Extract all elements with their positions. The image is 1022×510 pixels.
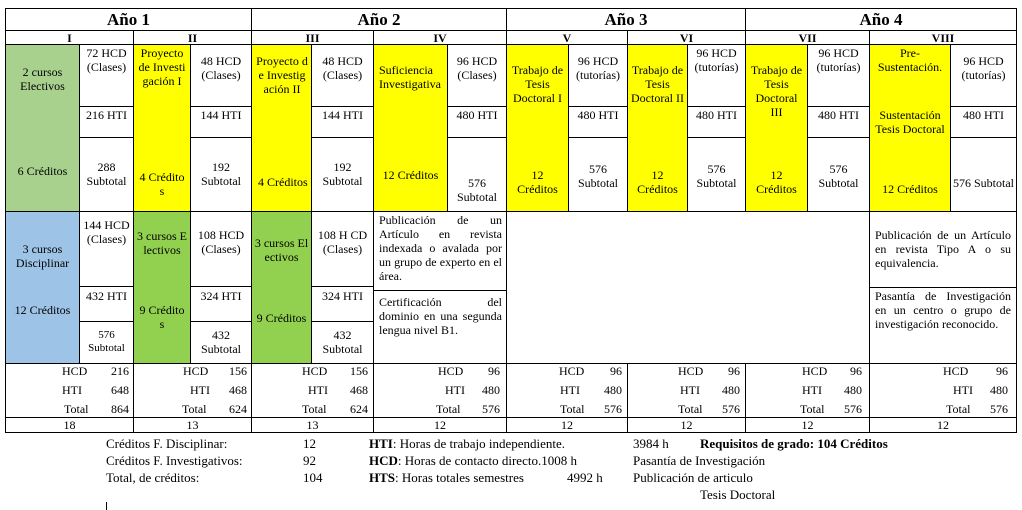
sum-label-total: Total	[946, 402, 971, 416]
hti-value: 324 HTI	[200, 289, 242, 303]
course-credits: 12 Créditos	[382, 168, 439, 182]
course-name: 2 cursos Electivos	[20, 65, 65, 93]
sum-label-hti: HTI	[680, 383, 700, 397]
requirement-text: Pasantía de Investigación en un centro o grupo de investigación reconocido.	[875, 289, 1011, 331]
hours-hcd	[311, 211, 374, 287]
hours-hti	[447, 106, 507, 138]
sum-label-hti: HTI	[560, 383, 580, 397]
credits-total-label: Total, de créditos:	[106, 470, 200, 485]
requirement-item: Publicación de articulo	[633, 470, 753, 485]
course-name: 3 cursos Electivos	[254, 236, 309, 264]
hcd-value: 96 HCD (tutorías)	[694, 46, 739, 74]
course-name: Proyecto de Investigación II	[256, 54, 308, 96]
hcd-value: 48 HCD (Clases)	[200, 54, 242, 82]
hours-hcd	[568, 44, 628, 107]
hours-subtotal	[568, 137, 628, 212]
hours-hcd	[79, 211, 134, 287]
semester-header: V	[506, 30, 628, 45]
year-header: Año 2	[251, 8, 507, 31]
credits-total-value: 104	[303, 470, 323, 485]
text-cursor	[106, 502, 107, 510]
sum-label-hcd: HCD	[678, 364, 704, 378]
sum-total: 624	[350, 402, 368, 416]
requirements-title: Requisitos de grado: 104 Créditos	[700, 436, 888, 451]
course-credits: 12 Créditos	[882, 182, 938, 196]
sum-label-total: Total	[64, 402, 89, 416]
hours-hti	[311, 106, 374, 138]
hti-value: 480 HTI	[696, 108, 737, 122]
semester-header: VI	[627, 30, 746, 45]
sum-label-hcd: HCD	[302, 364, 328, 378]
subtotal-value: 576 Subtotal	[456, 176, 497, 204]
hcd-value: 96 HCD (tutorías)	[816, 46, 861, 74]
requirement-item: Tesis Doctoral	[700, 487, 776, 502]
hours-hcd	[447, 44, 507, 107]
hours-subtotal	[447, 137, 507, 212]
course-name: Pre-Sustentación.	[877, 46, 943, 74]
course-block-disciplinar	[5, 211, 80, 364]
sum-total: 864	[111, 402, 129, 416]
hours-hti	[687, 106, 746, 138]
sum-hti: 480	[990, 383, 1008, 397]
hti-value: 324 HTI	[322, 289, 363, 303]
sum-hti: 480	[844, 383, 862, 397]
subtotal-value: 192 Subtotal	[322, 160, 363, 188]
hcd-value: 96 HCD (tutorías)	[961, 54, 1006, 82]
sum-hcd: 96	[610, 364, 622, 378]
course-block-electivos-2	[133, 211, 191, 364]
course-credits: 4 Créditos	[258, 175, 308, 189]
sum-label-total: Total	[560, 402, 585, 416]
requirement-pasantia	[869, 287, 1017, 364]
sum-hcd: 156	[229, 364, 247, 378]
sum-label-hti: HTI	[62, 383, 82, 397]
credits-cell: 12	[506, 417, 628, 433]
hours-subtotal	[687, 137, 746, 212]
hours-hcd	[190, 211, 252, 287]
sum-hti: 648	[111, 383, 129, 397]
hours-hti	[79, 286, 134, 322]
sum-total: 624	[229, 402, 247, 416]
course-credits: 12 Créditos	[756, 168, 797, 196]
course-credits: 6 Créditos	[17, 164, 68, 178]
hcd-value: 72 HCD (Clases)	[86, 46, 127, 74]
hours-hcd	[311, 44, 374, 107]
semester-header: II	[133, 30, 252, 45]
hours-hti	[79, 106, 134, 138]
hours-hti	[190, 106, 252, 138]
semester-header: VIII	[869, 30, 1017, 45]
credits-cell: 13	[133, 417, 252, 433]
sum-total: 576	[482, 402, 500, 416]
sum-hti: 480	[722, 383, 740, 397]
credits-disciplinar-value: 12	[303, 436, 316, 451]
year-header: Año 1	[5, 8, 252, 31]
sum-hti: 468	[229, 383, 247, 397]
sum-label-hcd: HCD	[802, 364, 828, 378]
hours-hcd	[190, 44, 252, 107]
credits-cell: 13	[251, 417, 374, 433]
sum-label-hti: HTI	[953, 383, 973, 397]
hcd-value: 96 HCD (tutorías)	[576, 54, 620, 82]
course-name: Trabajo de Tesis Doctoral III	[750, 63, 803, 119]
course-credits: 4 Créditos	[139, 170, 185, 198]
hcd-value: 96 HCD (Clases)	[456, 54, 498, 82]
hours-subtotal	[190, 321, 252, 364]
year-header: Año 4	[745, 8, 1017, 31]
sum-label-hcd: HCD	[62, 364, 88, 378]
sum-hti: 480	[604, 383, 622, 397]
course-block-electivos-3	[251, 211, 312, 364]
hours-hti	[190, 286, 252, 322]
empty-block	[506, 211, 870, 364]
credits-cell: 18	[5, 417, 134, 433]
hti-value: 432 HTI	[86, 289, 127, 303]
hours-hti	[311, 286, 374, 322]
hti-value: 480 HTI	[577, 108, 619, 122]
credits-cell: 12	[745, 417, 870, 433]
sum-label-hcd: HCD	[559, 364, 585, 378]
hours-hcd	[807, 44, 870, 107]
hti-value: 144 HTI	[200, 108, 242, 122]
hours-hti	[807, 106, 870, 138]
legend-hti-value: 3984 h	[633, 436, 669, 451]
legend-hts-value: 4992 h	[567, 470, 603, 485]
sum-hcd: 96	[728, 364, 740, 378]
subtotal-value: 576 Subtotal	[88, 329, 125, 354]
subtotal-value: 576 Subtotal	[818, 162, 859, 190]
subtotal-value: 576 Subtotal	[696, 162, 737, 190]
hours-hti	[568, 106, 628, 138]
requirement-text: Certificación del dominio en una segunda lengua nivel B1.	[379, 295, 502, 337]
sum-hti: 480	[482, 383, 500, 397]
sum-label-total: Total	[436, 402, 461, 416]
requirement-publicacion-a	[869, 211, 1017, 288]
hti-value: 480 HTI	[963, 108, 1004, 122]
credits-cell: 12	[627, 417, 746, 433]
sum-total: 576	[990, 402, 1008, 416]
sum-total: 576	[604, 402, 622, 416]
credits-cell: 12	[869, 417, 1017, 433]
semester-header: III	[251, 30, 374, 45]
sum-label-total: Total	[800, 402, 825, 416]
requirement-certificacion	[373, 290, 507, 364]
course-credits: 12 Créditos	[517, 168, 558, 196]
course-name: 3 cursos Disciplinar	[15, 242, 70, 270]
sum-hcd: 216	[111, 364, 129, 378]
hours-hti	[950, 106, 1017, 138]
course-block-tesis-1	[506, 44, 569, 212]
course-credits: 9 Créditos	[139, 303, 185, 331]
course-name: 3 cursos Electivos	[137, 229, 187, 257]
course-block-suficiencia	[373, 44, 448, 212]
sum-total: 576	[844, 402, 862, 416]
hti-value: 480 HTI	[818, 108, 859, 122]
credits-investigativos-value: 92	[303, 453, 316, 468]
sum-label-hti: HTI	[802, 383, 822, 397]
course-block-tesis-3	[745, 44, 808, 212]
sum-label-hti: HTI	[445, 383, 465, 397]
sum-label-total: Total	[678, 402, 703, 416]
course-block-sustentacion	[869, 44, 951, 212]
hours-hcd	[79, 44, 134, 107]
credits-investigativos-label: Créditos F. Investigativos:	[106, 453, 243, 468]
course-credits: 12 Créditos	[14, 303, 71, 317]
legend-hcd: HCD: Horas de contacto directo.1008 h	[369, 453, 577, 468]
hcd-value: 108 HCD (Clases)	[197, 228, 245, 256]
sum-label-total: Total	[182, 402, 207, 416]
course-name: Trabajo de Tesis Doctoral II	[631, 63, 684, 105]
hti-value: 216 HTI	[86, 108, 127, 122]
subtotal-value: 432 Subtotal	[200, 328, 241, 356]
course-name: Trabajo de Tesis Doctoral I	[511, 63, 564, 105]
credits-disciplinar-label: Créditos F. Disciplinar:	[106, 436, 228, 451]
course-name: Proyecto de Investigación I	[138, 46, 186, 88]
subtotal-value: 192 Subtotal	[200, 160, 241, 188]
hours-subtotal	[950, 137, 1017, 212]
subtotal-value: 432 Subtotal	[322, 328, 363, 356]
sum-label-hcd: HCD	[438, 364, 464, 378]
legend-hts: HTS: Horas totales semestres	[369, 470, 524, 485]
hours-hcd	[950, 44, 1017, 107]
sum-label-hti: HTI	[190, 383, 210, 397]
sums-block	[5, 363, 1017, 418]
sum-hcd: 96	[850, 364, 862, 378]
course-block-proyecto-2	[251, 44, 312, 212]
sum-label-total: Total	[302, 402, 327, 416]
hcd-value: 48 HCD (Clases)	[322, 54, 363, 82]
requirement-text: Publicación de un Artículo en revista indexada o avalada por un grupo de experto en el área.	[379, 213, 502, 283]
course-name: Suficiencia Investigativa	[379, 63, 441, 91]
course-block-proyecto-1	[133, 44, 191, 212]
semester-header: VII	[745, 30, 870, 45]
hours-subtotal	[311, 137, 374, 212]
sum-label-hti: HTI	[308, 383, 328, 397]
hours-hcd	[687, 44, 746, 107]
course-credits: 12 Créditos	[637, 168, 678, 196]
year-header: Año 3	[506, 8, 746, 31]
legend-hti: HTI: Horas de trabajo independiente.	[369, 436, 566, 451]
hours-subtotal	[79, 137, 134, 212]
hours-subtotal	[311, 321, 374, 364]
hcd-value: 144 HCD (Clases)	[83, 218, 130, 246]
semester-header: I	[5, 30, 134, 45]
sum-hcd: 96	[488, 364, 500, 378]
sum-label-hcd: HCD	[183, 364, 209, 378]
subtotal-value: 576 Subtotal	[577, 162, 618, 190]
requirement-item: Pasantía de Investigación	[633, 453, 766, 468]
hours-subtotal	[807, 137, 870, 212]
hcd-value: 108 H CD (Clases)	[317, 228, 368, 256]
hours-subtotal	[79, 321, 134, 364]
course-block-electivos	[5, 44, 80, 212]
credits-cell: 12	[373, 417, 507, 433]
subtotal-value: 576 Subtotal	[952, 176, 1014, 190]
course-credits: 9 Créditos	[256, 311, 307, 325]
requirement-text: Publicación de un Artículo en revista Tipo A o su equivalencia.	[875, 228, 1011, 270]
semester-header: IV	[373, 30, 507, 45]
sum-label-hcd: HCD	[943, 364, 969, 378]
subtotal-value: 288 Subtotal	[86, 160, 127, 188]
hti-value: 480 HTI	[456, 108, 498, 122]
course-name-2: Sustentación Tesis Doctoral	[875, 108, 945, 136]
sum-hti: 468	[350, 383, 368, 397]
sum-hcd: 156	[350, 364, 368, 378]
sum-total: 576	[722, 402, 740, 416]
hti-value: 144 HTI	[322, 108, 363, 122]
sum-hcd: 96	[996, 364, 1008, 378]
course-block-tesis-2	[627, 44, 688, 212]
requirement-publicacion	[373, 211, 507, 291]
hours-subtotal	[190, 137, 252, 212]
